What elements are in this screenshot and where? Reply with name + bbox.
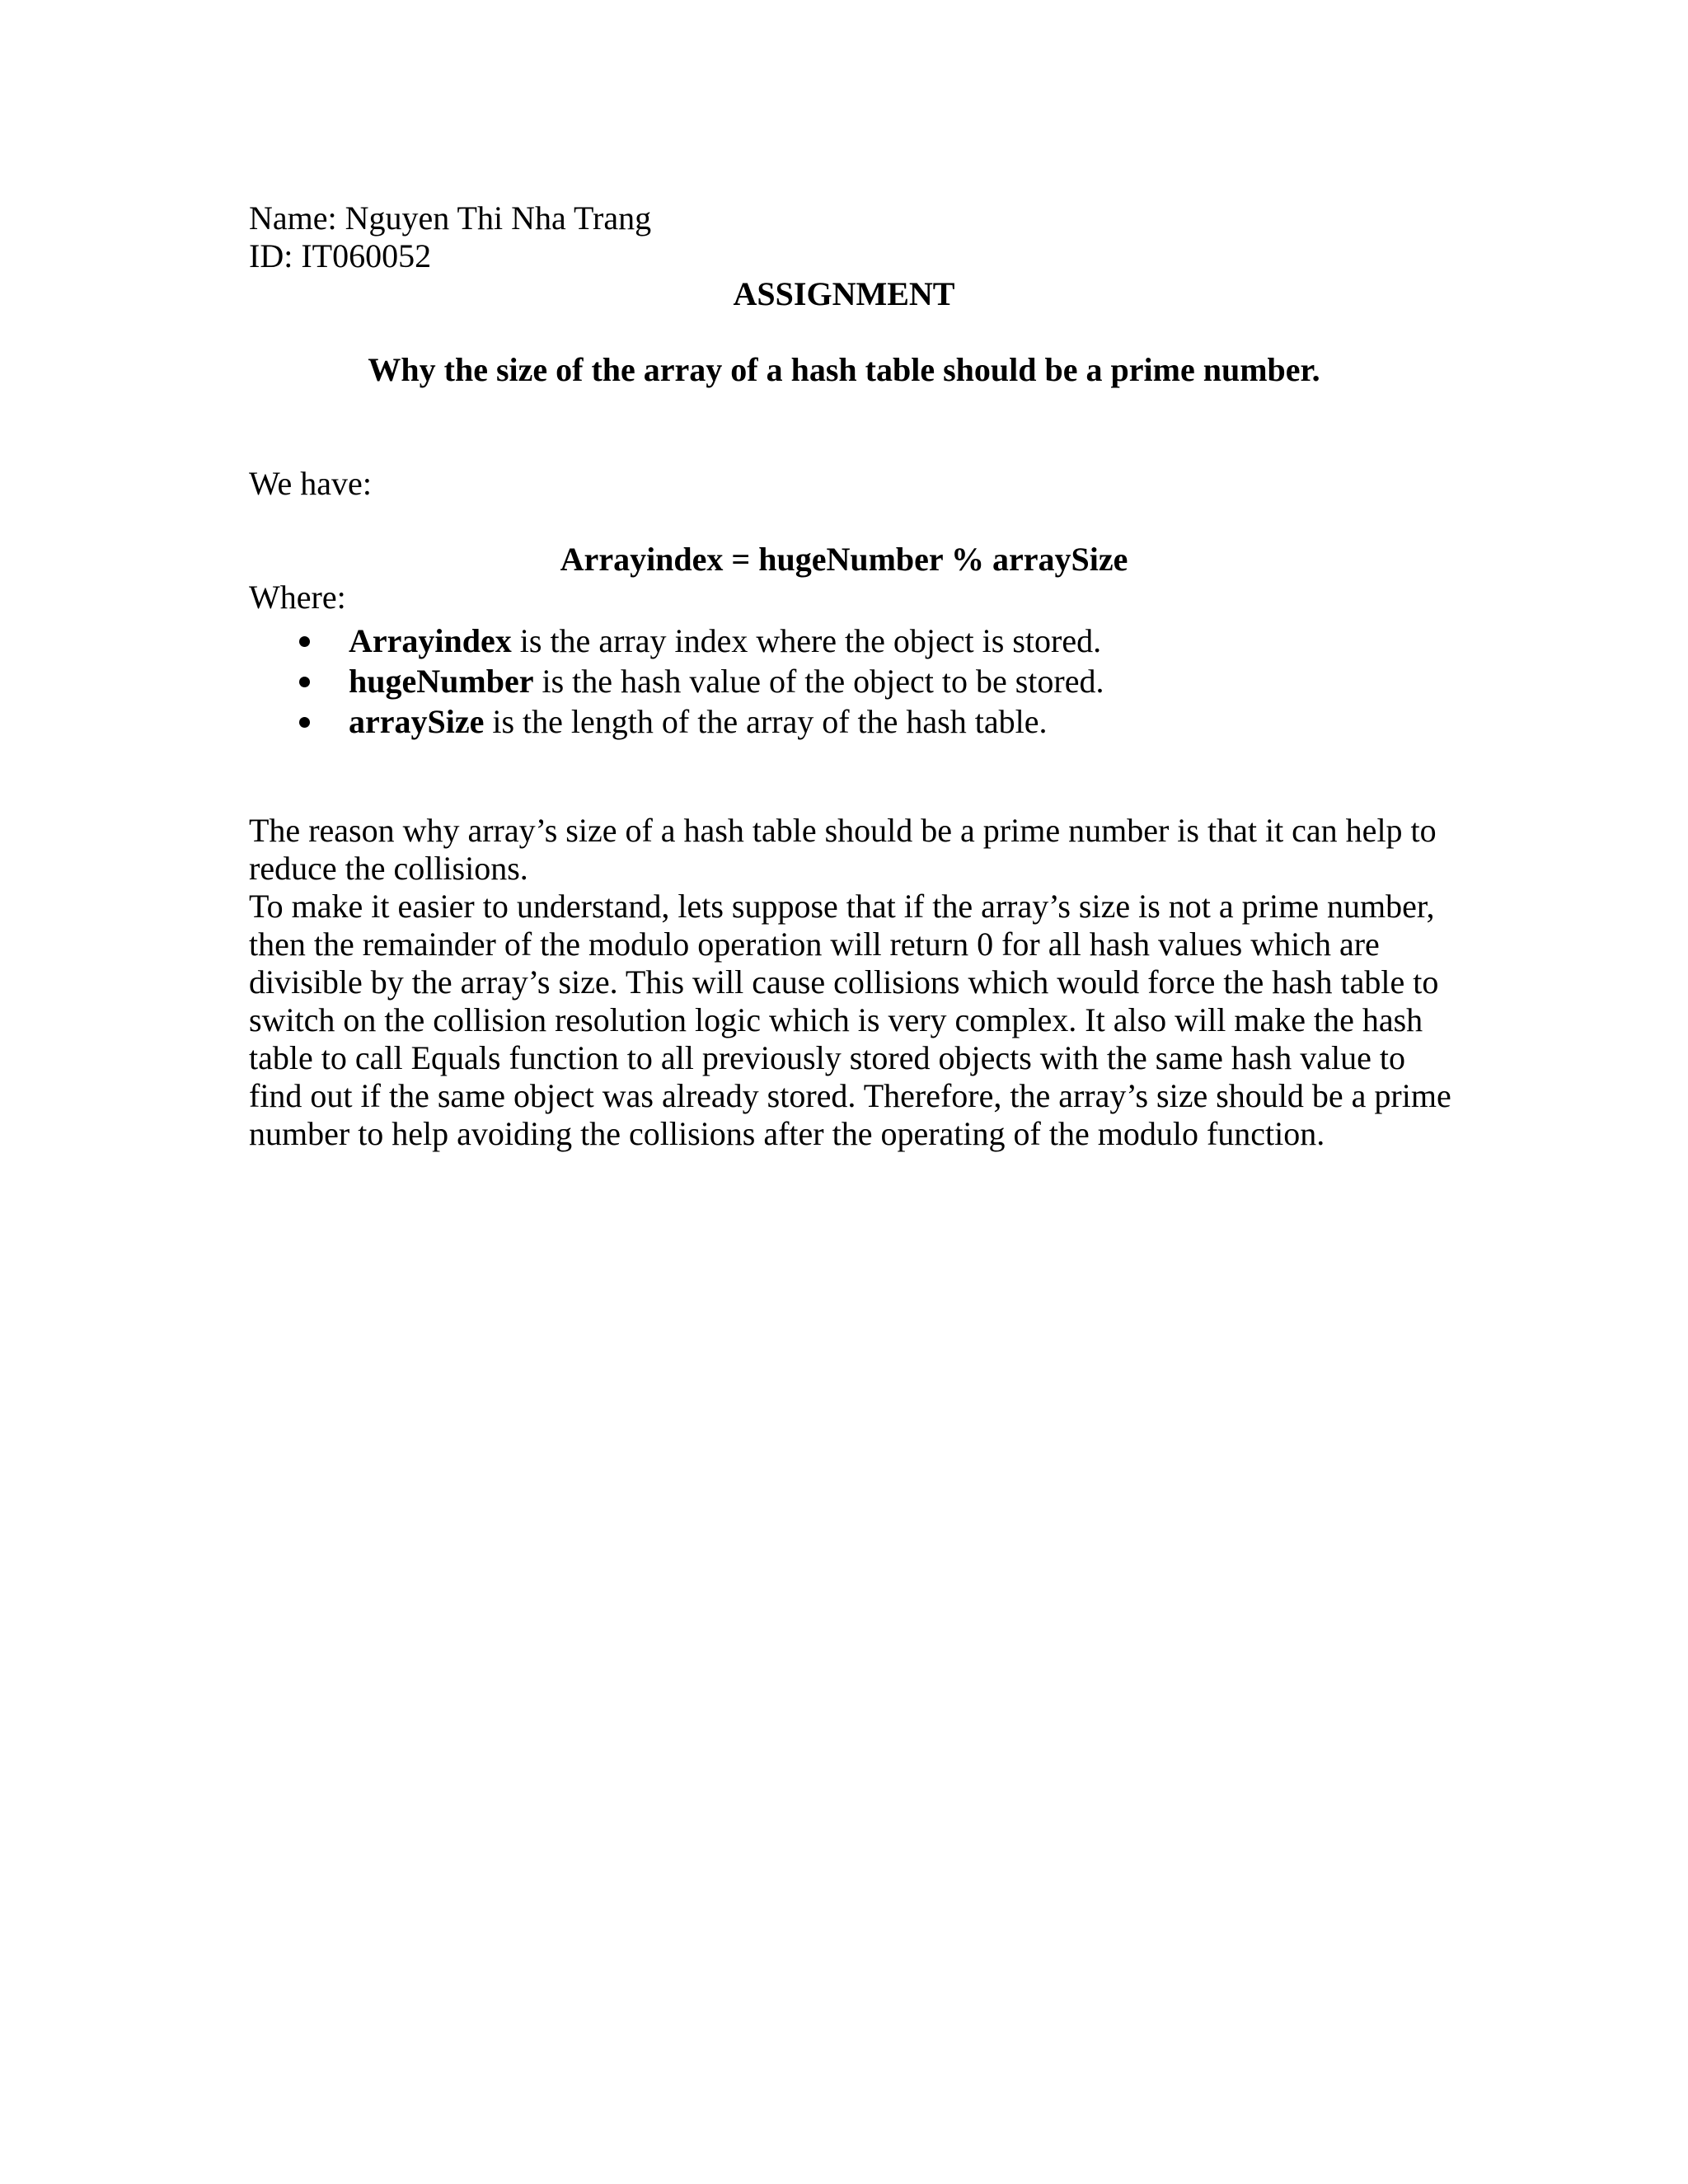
- bullet-icon: [299, 636, 310, 647]
- list-item: [249, 701, 1104, 742]
- definition-description: is the array index where the object is stored.: [511, 622, 1102, 659]
- definition-description: is the hash value of the object to be stored.: [533, 663, 1104, 700]
- document-title: ASSIGNMENT: [733, 275, 955, 312]
- definition-description: is the length of the array of the hash table.: [484, 703, 1048, 740]
- definition-term: hugeNumber: [349, 663, 534, 700]
- list-item: [249, 661, 1104, 701]
- definition-term: arraySize: [349, 703, 485, 740]
- definition-list: [249, 621, 1104, 742]
- reason-paragraph: The reason why array’s size of a hash table should be a prime number is that it can help to reduce the collisions.: [249, 812, 1437, 887]
- formula: Arrayindex = hugeNumber % arraySize: [560, 541, 1128, 578]
- definition-term: Arrayindex: [349, 622, 512, 659]
- document-subtitle: Why the size of the array of a hash table should be a prime number.: [368, 351, 1320, 388]
- where-label: Where:: [249, 579, 346, 616]
- bullet-icon: [299, 677, 310, 687]
- explanation-paragraph: To make it easier to understand, lets suppose that if the array’s size is not a prime number, then the remainder of the modulo operation will return 0 for all hash values which are divisible by the array’s size. This will cause collisions which would force the hash table to switch on the collision resolution logic which is very complex. It also will make the hash table to call Equals function to all previously stored objects with the same hash value to find out if the same object was already stored. Therefore, the array’s size should be a prime number to help avoiding the collisions after the operating of the modulo function.: [249, 888, 1451, 1152]
- bullet-icon: [299, 717, 310, 728]
- list-item: [249, 621, 1104, 661]
- student-id: ID: IT060052: [249, 237, 432, 274]
- intro-text: We have:: [249, 465, 372, 502]
- author-name: Name: Nguyen Thi Nha Trang: [249, 199, 652, 237]
